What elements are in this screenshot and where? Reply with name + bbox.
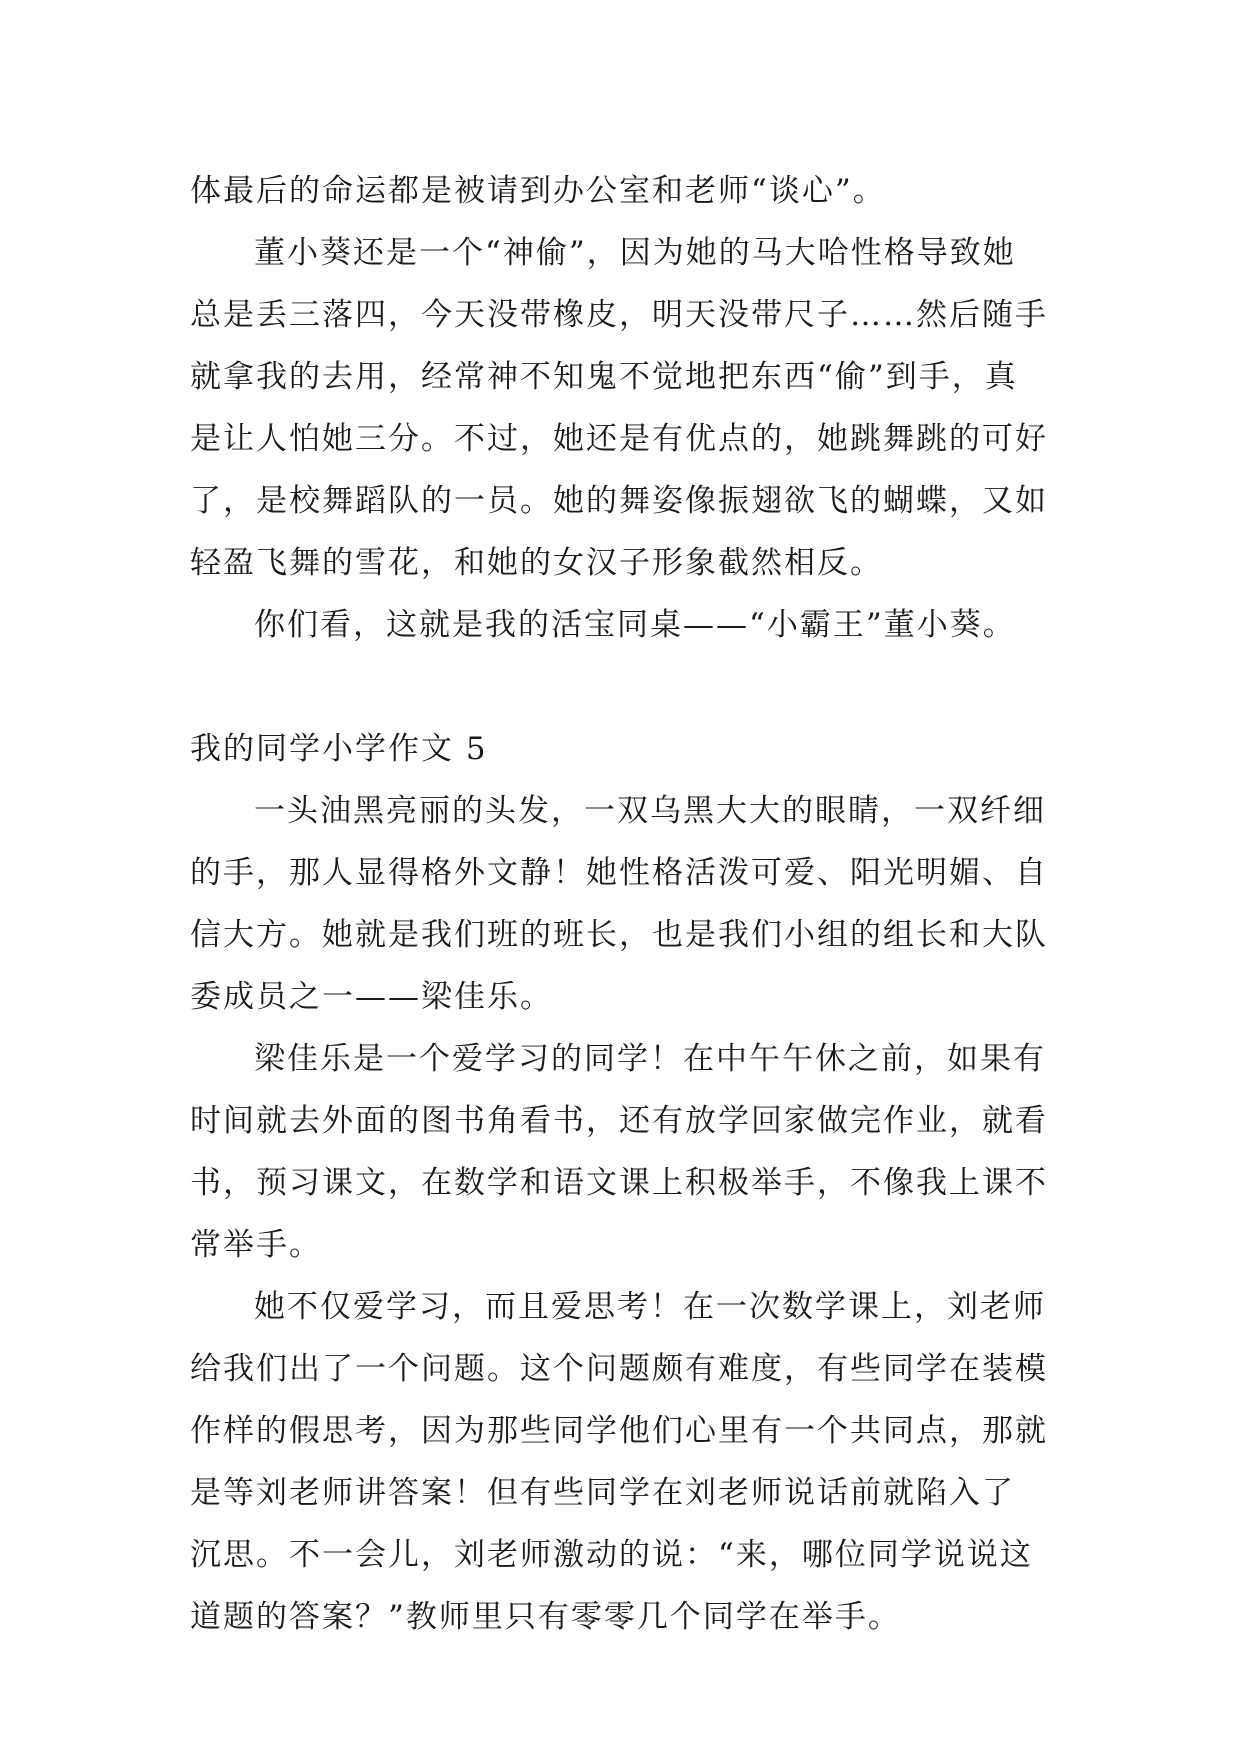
text-line: 是等刘老师讲答案！但有些同学在刘老师说话前就陷入了	[190, 1475, 1015, 1511]
text-line: 的手，那人显得格外文静！她性格活泼可爱、阳光明媚、自	[190, 855, 1048, 891]
paragraph-start-line: 你们看，这就是我的活宝同桌——“小霸王”董小葵。	[254, 607, 1016, 643]
text-line: 了，是校舞蹈队的一员。她的舞姿像振翅欲飞的蝴蝶，又如	[190, 483, 1048, 519]
text-line: 常举手。	[190, 1227, 322, 1263]
paragraph-start-line: 梁佳乐是一个爱学习的同学！在中午午休之前，如果有	[254, 1041, 1046, 1077]
text-line: 书，预习课文，在数学和语文课上积极举手，不像我上课不	[190, 1165, 1048, 1201]
text-line: 总是丢三落四，今天没带橡皮，明天没带尺子……然后随手	[190, 297, 1048, 333]
text-line: 轻盈飞舞的雪花，和她的女汉子形象截然相反。	[190, 545, 883, 581]
text-line: 沉思。不一会儿，刘老师激动的说：“来，哪位同学说说这	[190, 1537, 1033, 1573]
text-line: 给我们出了一个问题。这个问题颇有难度，有些同学在装模	[190, 1351, 1048, 1387]
paragraph-start-line: 董小葵还是一个“神偷”，因为她的马大哈性格导致她	[254, 235, 1016, 271]
text-line: 时间就去外面的图书角看书，还有放学回家做完作业，就看	[190, 1103, 1048, 1139]
text-line: 委成员之一——梁佳乐。	[190, 979, 553, 1015]
text-line: 就拿我的去用，经常神不知鬼不觉地把东西“偷”到手，真	[190, 359, 1018, 395]
text-line: 道题的答案？”教师里只有零零几个同学在举手。	[190, 1599, 901, 1635]
text-line: 作样的假思考，因为那些同学他们心里有一个共同点，那就	[190, 1413, 1048, 1449]
text-line: 是让人怕她三分。不过，她还是有优点的，她跳舞跳的可好	[190, 421, 1048, 457]
text-line: 体最后的命运都是被请到办公室和老师“谈心”。	[190, 173, 886, 209]
paragraph-start-line: 她不仅爱学习，而且爱思考！在一次数学课上，刘老师	[254, 1289, 1046, 1325]
paragraph-start-line: 一头油黑亮丽的头发，一双乌黑大大的眼睛，一双纤细	[254, 793, 1046, 829]
section-gap	[190, 656, 1060, 718]
document-page	[190, 160, 1060, 1648]
text-line: 信大方。她就是我们班的班长，也是我们小组的组长和大队	[190, 917, 1048, 953]
section-heading: 我的同学小学作文 5	[190, 731, 488, 767]
